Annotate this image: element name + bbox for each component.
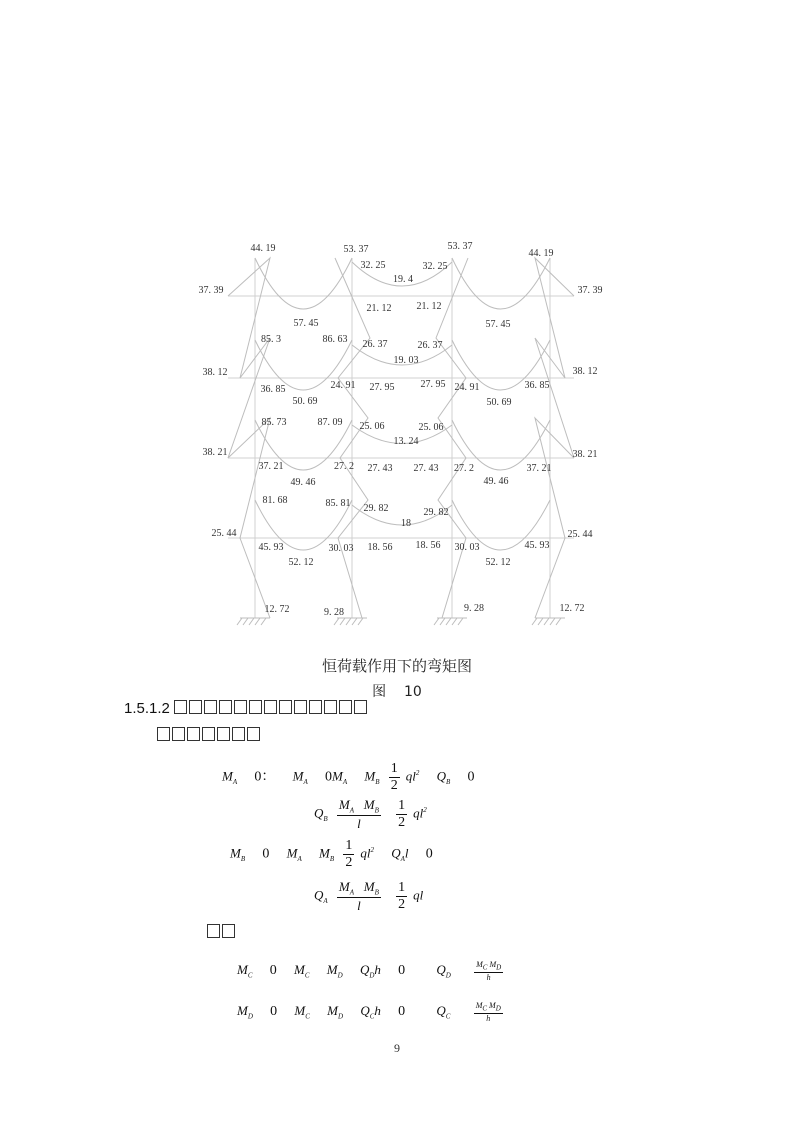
moment-value-label: 50. 69 — [292, 396, 318, 407]
moment-value-label: 25. 06 — [359, 421, 385, 432]
missing-glyph-box — [234, 700, 247, 714]
fixed-supports — [237, 618, 565, 625]
moment-value-label: 52. 12 — [288, 557, 314, 568]
moment-value-label: 32. 25 — [422, 261, 448, 272]
missing-glyph-box — [354, 700, 367, 714]
missing-glyph-box — [219, 700, 232, 714]
page-number: 9 — [394, 1041, 400, 1055]
missing-glyph-box — [324, 700, 337, 714]
missing-glyph-box — [249, 700, 262, 714]
moment-value-label: 38. 21 — [202, 447, 228, 458]
section-subtitle-boxes — [157, 727, 262, 744]
moment-value-label: 38. 12 — [572, 366, 598, 377]
figure-caption: 恒荷载作用下的弯矩图 — [321, 657, 472, 675]
other-label — [207, 924, 237, 940]
moment-value-label: 25. 44 — [211, 528, 237, 539]
figure-number-prefix: 图 — [372, 684, 387, 700]
moment-value-label: 18 — [401, 518, 411, 529]
moment-value-label: 24. 91 — [330, 380, 356, 391]
moment-value-label: 36. 85 — [524, 380, 550, 391]
moment-value-label: 27. 2 — [454, 463, 474, 474]
equation-line-6: $M_D$ 0 $M_C$ $M_D$ $Q_Ch$ 0 $Q_C$ $\frac{M_C M_D}{h}$ — [237, 1001, 501, 1023]
moment-value-label: 86. 63 — [322, 334, 348, 345]
missing-glyph-box — [279, 700, 292, 714]
moment-value-label: 30. 03 — [454, 542, 480, 553]
moment-value-label: 21. 12 — [366, 303, 392, 314]
figure-number — [0, 681, 794, 701]
moment-value-label: 87. 09 — [317, 417, 343, 428]
column-moment-line — [535, 258, 574, 618]
figure-number-value: 10 — [403, 684, 422, 700]
moment-value-label: 85. 73 — [261, 417, 287, 428]
moment-value-label: 27. 2 — [334, 461, 354, 472]
missing-glyph-box — [202, 727, 215, 741]
support-hatching — [237, 618, 561, 625]
missing-glyph-box — [264, 700, 277, 714]
moment-value-label: 30. 03 — [328, 543, 354, 554]
equation-line-4: $Q_A$ $\frac{M_A M_B}{l}$ $\frac{1}{2}$ ql — [314, 879, 424, 913]
missing-glyph-box — [309, 700, 322, 714]
moment-value-label: 29. 82 — [423, 507, 449, 518]
moment-value-label: 45. 93 — [258, 542, 284, 553]
missing-glyph-box — [222, 924, 235, 938]
missing-glyph-box — [217, 727, 230, 741]
moment-value-label: 26. 37 — [417, 340, 443, 351]
missing-glyph-box — [247, 727, 260, 741]
missing-glyph-box — [232, 727, 245, 741]
moment-value-label: 27. 43 — [367, 463, 393, 474]
moment-value-label: 81. 68 — [262, 495, 288, 506]
equation-line-1: $M_A$ 0： $M_A$ $0M_A$ $M_B$ $\frac{1}{2}$ $ql^2$ $Q_B$ 0 — [222, 761, 475, 793]
missing-glyph-box — [189, 700, 202, 714]
other-label-boxes — [207, 924, 237, 940]
moment-value-label: 13. 24 — [393, 436, 419, 447]
moment-value-label: 24. 91 — [454, 382, 480, 393]
moment-value-label: 9. 28 — [324, 607, 344, 618]
moment-value-label: 26. 37 — [362, 339, 388, 350]
moment-value-label: 53. 37 — [343, 244, 369, 255]
column-moment-line — [228, 258, 270, 618]
moment-value-label: 85. 81 — [325, 498, 351, 509]
equation-line-2: $Q_B$ $\frac{M_A M_B}{l}$ $\frac{1}{2}$ $ql^2$ — [314, 797, 427, 831]
moment-value-label: 85. 3 — [261, 334, 281, 345]
missing-glyph-box — [172, 727, 185, 741]
moment-value-label: 36. 85 — [260, 384, 286, 395]
moment-value-label: 52. 12 — [485, 557, 511, 568]
moment-value-label: 37. 21 — [258, 461, 284, 472]
section-heading — [124, 700, 369, 717]
moment-value-label: 19. 4 — [393, 274, 413, 285]
missing-glyph-box — [207, 924, 220, 938]
missing-glyph-box — [294, 700, 307, 714]
moment-value-label: 12. 72 — [264, 604, 290, 615]
equation-line-3: $M_B$ 0 $M_A$ $M_B$ $\frac{1}{2}$ $ql^2$ $Q_Al$ 0 — [230, 838, 433, 870]
moment-value-label: 21. 12 — [416, 301, 442, 312]
moment-value-label: 25. 06 — [418, 422, 444, 433]
moment-curve — [452, 258, 550, 309]
section-number: 1.5.1.2 — [124, 700, 170, 717]
missing-glyph-box — [174, 700, 187, 714]
moment-value-label: 19. 03 — [393, 355, 419, 366]
missing-glyph-box — [339, 700, 352, 714]
moment-value-label: 18. 56 — [367, 542, 393, 553]
moment-value-label: 38. 12 — [202, 367, 228, 378]
moment-value-label: 32. 25 — [360, 260, 386, 271]
moment-value-label: 9. 28 — [464, 603, 484, 614]
moment-value-label: 57. 45 — [293, 318, 319, 329]
moment-value-label: 49. 46 — [290, 477, 316, 488]
moment-value-label: 50. 69 — [486, 397, 512, 408]
moment-value-label: 37. 39 — [198, 285, 224, 296]
moment-value-label: 27. 95 — [369, 382, 395, 393]
moment-value-label: 25. 44 — [567, 529, 593, 540]
missing-glyph-box — [157, 727, 170, 741]
moment-value-label: 44. 19 — [528, 248, 554, 259]
missing-glyph-box — [204, 700, 217, 714]
moment-value-label: 37. 21 — [526, 463, 552, 474]
section-title-boxes — [174, 700, 369, 717]
moment-value-label: 44. 19 — [250, 243, 276, 254]
missing-glyph-box — [187, 727, 200, 741]
equation-line-5: $M_C$ 0 $M_C$ $M_D$ $Q_Dh$ 0 $Q_D$ $\frac{M_C M_D}{h}$ — [237, 960, 502, 982]
moment-curve — [255, 258, 352, 309]
moment-value-label: 49. 46 — [483, 476, 509, 487]
moment-value-label: 45. 93 — [524, 540, 550, 551]
section-subtitle — [157, 727, 262, 744]
moment-value-label: 57. 45 — [485, 319, 511, 330]
moment-value-label: 12. 72 — [559, 603, 585, 614]
moment-value-label: 38. 21 — [572, 449, 598, 460]
moment-value-label: 27. 43 — [413, 463, 439, 474]
moment-value-label: 53. 37 — [447, 241, 473, 252]
moment-value-label: 37. 39 — [577, 285, 603, 296]
moment-value-label: 29. 82 — [363, 503, 389, 514]
moment-value-label: 18. 56 — [415, 540, 441, 551]
moment-value-labels — [199, 241, 603, 618]
moment-value-label: 27. 95 — [420, 379, 446, 390]
